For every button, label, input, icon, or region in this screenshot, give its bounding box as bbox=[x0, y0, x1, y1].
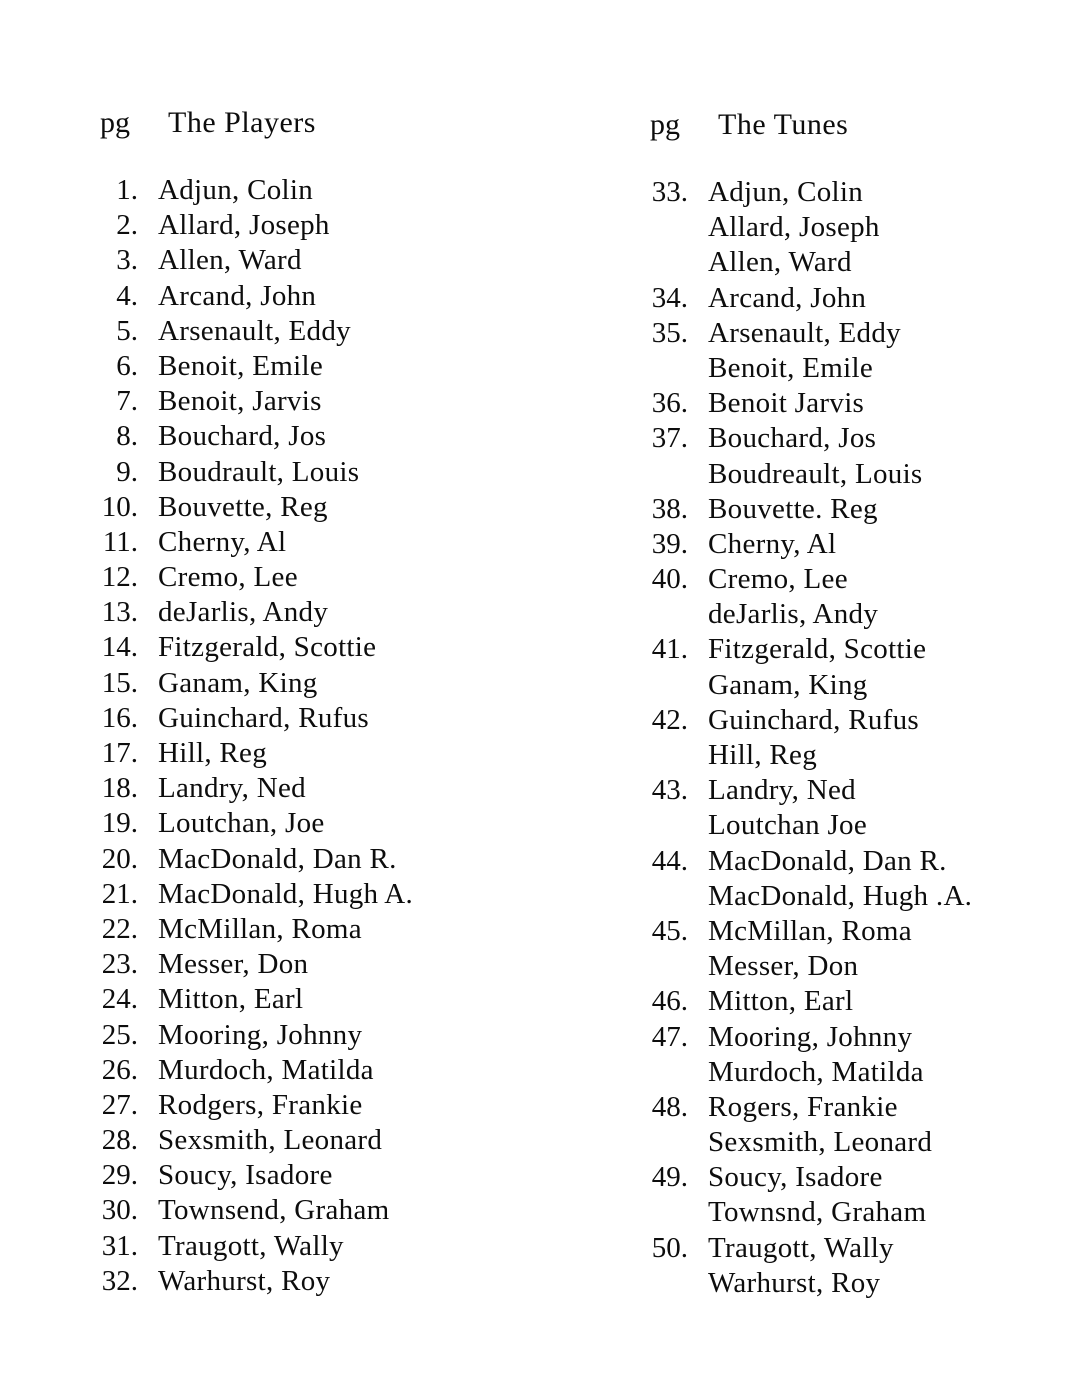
entry-page-number: 7. bbox=[116, 385, 138, 418]
entry-page-number: 15. bbox=[101, 666, 138, 699]
entry-page-number: 34. bbox=[651, 281, 688, 314]
list-item bbox=[648, 773, 972, 808]
list-item bbox=[98, 243, 413, 278]
entry-name: Traugott, Wally bbox=[158, 1229, 344, 1262]
entry-page-number bbox=[648, 245, 688, 280]
list-item bbox=[98, 595, 413, 630]
entry-name: Cherny, Al bbox=[708, 527, 837, 560]
list-item bbox=[98, 1123, 413, 1158]
entry-page-number: 11. bbox=[102, 525, 138, 558]
entry-name: Messer, Don bbox=[708, 950, 859, 983]
entry-name: Benoit, Jarvis bbox=[158, 385, 322, 418]
entry-name: Fitzgerald, Scottie bbox=[708, 633, 927, 666]
entry-name: Allen, Ward bbox=[708, 246, 852, 279]
entry-name: Adjun, Colin bbox=[158, 174, 314, 206]
list-item bbox=[648, 703, 972, 738]
entry-page-number: 26. bbox=[101, 1053, 138, 1086]
entry-page-number: 32. bbox=[101, 1264, 138, 1297]
entry-page-number: 38. bbox=[651, 492, 688, 525]
entry-name: Benoit, Emile bbox=[708, 351, 873, 384]
list-item bbox=[98, 349, 413, 384]
entry-name: Ganam, King bbox=[158, 666, 318, 699]
list-item bbox=[648, 1055, 972, 1090]
list-item bbox=[98, 877, 413, 912]
list-item bbox=[98, 1158, 413, 1193]
entry-name: Arcand, John bbox=[708, 281, 867, 314]
entry-name: Guinchard, Rufus bbox=[708, 703, 919, 736]
entry-name: Rodgers, Frankie bbox=[158, 1088, 363, 1121]
tunes-list bbox=[648, 175, 972, 1301]
entry-name: Soucy, Isadore bbox=[158, 1159, 333, 1192]
entry-page-number: 40. bbox=[651, 563, 688, 596]
entry-name: Cremo, Lee bbox=[708, 563, 848, 596]
entry-page-number bbox=[648, 1125, 688, 1160]
entry-page-number: 14. bbox=[101, 631, 138, 664]
list-item bbox=[648, 1020, 972, 1055]
list-item bbox=[648, 457, 972, 492]
list-item bbox=[98, 279, 413, 314]
entry-name: Fitzgerald, Scottie bbox=[158, 631, 377, 664]
entry-page-number: 47. bbox=[651, 1020, 688, 1053]
entry-page-number: 20. bbox=[101, 842, 138, 875]
entry-page-number: 16. bbox=[101, 701, 138, 734]
entry-page-number: 37. bbox=[651, 422, 688, 455]
entry-name: MacDonald, Dan R. bbox=[158, 842, 397, 875]
list-item bbox=[98, 806, 413, 841]
list-item bbox=[648, 597, 972, 632]
entry-page-number: 46. bbox=[651, 985, 688, 1018]
tunes-column-header bbox=[648, 107, 972, 143]
list-item bbox=[648, 421, 972, 456]
entry-name: Bouvette, Reg bbox=[158, 490, 328, 523]
list-item bbox=[648, 1125, 972, 1160]
entry-name: Arcand, John bbox=[158, 279, 317, 312]
entry-name: Messer, Don bbox=[158, 948, 309, 981]
list-item bbox=[98, 173, 413, 208]
entry-name: Landry, Ned bbox=[708, 774, 856, 807]
entry-page-number bbox=[648, 597, 688, 632]
entry-page-number: 22. bbox=[101, 912, 138, 945]
list-item bbox=[98, 455, 413, 490]
entry-page-number: 31. bbox=[101, 1229, 138, 1262]
entry-name: MacDonald, Dan R. bbox=[708, 844, 947, 877]
list-item bbox=[98, 947, 413, 982]
entry-name: Hill, Reg bbox=[158, 737, 268, 769]
list-item bbox=[648, 984, 972, 1019]
entry-page-number: 21. bbox=[101, 877, 138, 910]
list-item bbox=[98, 419, 413, 454]
list-item bbox=[98, 208, 413, 243]
list-item bbox=[648, 879, 972, 914]
entry-name: deJarlis, Andy bbox=[158, 596, 329, 629]
entry-name: Allard, Joseph bbox=[708, 211, 880, 244]
entry-page-number bbox=[648, 949, 688, 984]
entry-name: McMillan, Roma bbox=[708, 914, 912, 947]
players-column bbox=[98, 105, 413, 1299]
entry-page-number bbox=[648, 1266, 688, 1301]
entry-name: Arsenault, Eddy bbox=[708, 316, 901, 349]
entry-name: Sexsmith, Leonard bbox=[708, 1126, 933, 1159]
list-item bbox=[98, 1229, 413, 1264]
entry-page-number: 35. bbox=[651, 316, 688, 349]
list-item bbox=[648, 175, 972, 210]
entry-page-number: 24. bbox=[101, 983, 138, 1016]
list-item bbox=[98, 314, 413, 349]
entry-name: Rogers, Frankie bbox=[708, 1090, 898, 1123]
entry-name: Traugott, Wally bbox=[708, 1231, 894, 1264]
list-item bbox=[648, 1090, 972, 1125]
list-item bbox=[98, 490, 413, 525]
list-item bbox=[98, 384, 413, 419]
list-item bbox=[648, 492, 972, 527]
list-item bbox=[648, 632, 972, 667]
entry-name: Mooring, Johnny bbox=[158, 1018, 363, 1051]
list-item bbox=[98, 560, 413, 595]
entry-name: Guinchard, Rufus bbox=[158, 701, 369, 734]
entry-page-number: 6. bbox=[116, 349, 138, 382]
entry-name: Townsend, Graham bbox=[158, 1194, 390, 1227]
list-item bbox=[98, 982, 413, 1017]
list-item bbox=[98, 525, 413, 560]
entry-page-number bbox=[648, 879, 688, 914]
entry-page-number: 45. bbox=[651, 914, 688, 947]
list-item bbox=[648, 281, 972, 316]
list-item bbox=[98, 1053, 413, 1088]
entry-name: deJarlis, Andy bbox=[708, 598, 879, 631]
list-item bbox=[648, 844, 972, 879]
tunes-column-title: The Tunes bbox=[718, 108, 849, 141]
entry-name: MacDonald, Hugh A. bbox=[158, 877, 414, 910]
entry-name: Bouchard, Jos bbox=[708, 422, 877, 455]
entry-page-number bbox=[648, 1195, 688, 1230]
entry-page-number bbox=[648, 1055, 688, 1090]
entry-name: Ganam, King bbox=[708, 668, 868, 701]
list-item bbox=[648, 210, 972, 245]
list-item bbox=[98, 1018, 413, 1053]
entry-page-number: 3. bbox=[116, 244, 138, 277]
entry-name: Murdoch, Matilda bbox=[158, 1053, 374, 1086]
entry-name: Loutchan, Joe bbox=[158, 807, 325, 840]
entry-page-number: 12. bbox=[101, 561, 138, 594]
list-item bbox=[648, 914, 972, 949]
entry-page-number: 50. bbox=[651, 1231, 688, 1264]
entry-name: Allen, Ward bbox=[158, 244, 302, 277]
entry-page-number: 28. bbox=[101, 1124, 138, 1157]
players-list bbox=[98, 173, 413, 1299]
list-item bbox=[98, 1088, 413, 1123]
entry-page-number: 1. bbox=[116, 174, 138, 206]
entry-page-number: 23. bbox=[101, 948, 138, 981]
entry-name: Warhurst, Roy bbox=[158, 1264, 331, 1297]
entry-name: Mitton, Earl bbox=[158, 983, 304, 1016]
entry-page-number: 2. bbox=[116, 209, 138, 242]
entry-name: Bouchard, Jos bbox=[158, 420, 327, 453]
entry-page-number: 41. bbox=[651, 633, 688, 666]
entry-page-number bbox=[648, 457, 688, 492]
entry-name: MacDonald, Hugh .A. bbox=[708, 879, 973, 912]
entry-name: Bouvette. Reg bbox=[708, 492, 878, 525]
list-item bbox=[648, 949, 972, 984]
entry-page-number: 36. bbox=[651, 387, 688, 420]
list-item bbox=[648, 1231, 972, 1266]
entry-page-number: 4. bbox=[116, 279, 138, 312]
entry-page-number: 9. bbox=[116, 455, 138, 488]
players-column-header bbox=[98, 105, 413, 141]
list-item bbox=[648, 316, 972, 351]
entry-page-number: 27. bbox=[101, 1088, 138, 1121]
list-item bbox=[98, 771, 413, 806]
entry-page-number: 19. bbox=[101, 807, 138, 840]
entry-name: Townsnd, Graham bbox=[708, 1196, 927, 1229]
entry-page-number bbox=[648, 808, 688, 843]
entry-page-number: 44. bbox=[651, 844, 688, 877]
players-pg-label: pg bbox=[100, 106, 130, 139]
list-item bbox=[648, 245, 972, 280]
entry-name: Soucy, Isadore bbox=[708, 1161, 883, 1194]
entry-name: Cherny, Al bbox=[158, 525, 287, 558]
entry-name: Landry, Ned bbox=[158, 772, 306, 805]
entry-page-number: 30. bbox=[101, 1194, 138, 1227]
entry-page-number: 25. bbox=[101, 1018, 138, 1051]
list-item bbox=[98, 912, 413, 947]
entry-page-number: 18. bbox=[101, 772, 138, 805]
list-item bbox=[648, 351, 972, 386]
entry-name: Loutchan Joe bbox=[708, 809, 868, 842]
entry-page-number: 48. bbox=[651, 1090, 688, 1123]
entry-name: Adjun, Colin bbox=[708, 176, 864, 208]
entry-page-number: 17. bbox=[101, 737, 138, 769]
entry-page-number: 5. bbox=[116, 314, 138, 347]
entry-page-number: 49. bbox=[651, 1161, 688, 1194]
entry-page-number bbox=[648, 351, 688, 386]
list-item bbox=[98, 1193, 413, 1228]
list-item bbox=[648, 386, 972, 421]
entry-page-number bbox=[648, 738, 688, 773]
entry-page-number: 10. bbox=[101, 490, 138, 523]
entry-page-number: 8. bbox=[116, 420, 138, 453]
entry-name: Boudreault, Louis bbox=[708, 457, 923, 490]
list-item bbox=[648, 1160, 972, 1195]
entry-name: Benoit Jarvis bbox=[708, 387, 865, 420]
entry-page-number: 33. bbox=[651, 176, 688, 208]
list-item bbox=[98, 736, 413, 771]
entry-page-number: 39. bbox=[651, 527, 688, 560]
list-item bbox=[648, 808, 972, 843]
entry-page-number: 43. bbox=[651, 774, 688, 807]
list-item bbox=[98, 701, 413, 736]
entry-name: Benoit, Emile bbox=[158, 349, 323, 382]
entry-page-number: 13. bbox=[101, 596, 138, 629]
entry-name: Allard, Joseph bbox=[158, 209, 330, 242]
list-item bbox=[98, 666, 413, 701]
list-item bbox=[648, 562, 972, 597]
entry-name: Mooring, Johnny bbox=[708, 1020, 913, 1053]
entry-page-number bbox=[648, 210, 688, 245]
list-item bbox=[648, 527, 972, 562]
players-column-title: The Players bbox=[168, 106, 316, 139]
entry-name: Boudrault, Louis bbox=[158, 455, 360, 488]
list-item bbox=[648, 1266, 972, 1301]
tunes-column bbox=[648, 107, 972, 1301]
entry-name: Cremo, Lee bbox=[158, 561, 298, 594]
list-item bbox=[648, 738, 972, 773]
list-item bbox=[648, 1195, 972, 1230]
entry-name: Hill, Reg bbox=[708, 739, 818, 771]
entry-name: Murdoch, Matilda bbox=[708, 1055, 924, 1088]
entry-name: McMillan, Roma bbox=[158, 912, 362, 945]
entry-name: Mitton, Earl bbox=[708, 985, 854, 1018]
entry-name: Arsenault, Eddy bbox=[158, 314, 351, 347]
entry-name: Warhurst, Roy bbox=[708, 1266, 881, 1299]
list-item bbox=[98, 1264, 413, 1299]
list-item bbox=[98, 630, 413, 665]
entry-page-number: 29. bbox=[101, 1159, 138, 1192]
list-item bbox=[98, 842, 413, 877]
entry-page-number: 42. bbox=[651, 703, 688, 736]
entry-page-number bbox=[648, 668, 688, 703]
list-item bbox=[648, 668, 972, 703]
tunes-pg-label: pg bbox=[650, 108, 680, 141]
entry-name: Sexsmith, Leonard bbox=[158, 1124, 383, 1157]
